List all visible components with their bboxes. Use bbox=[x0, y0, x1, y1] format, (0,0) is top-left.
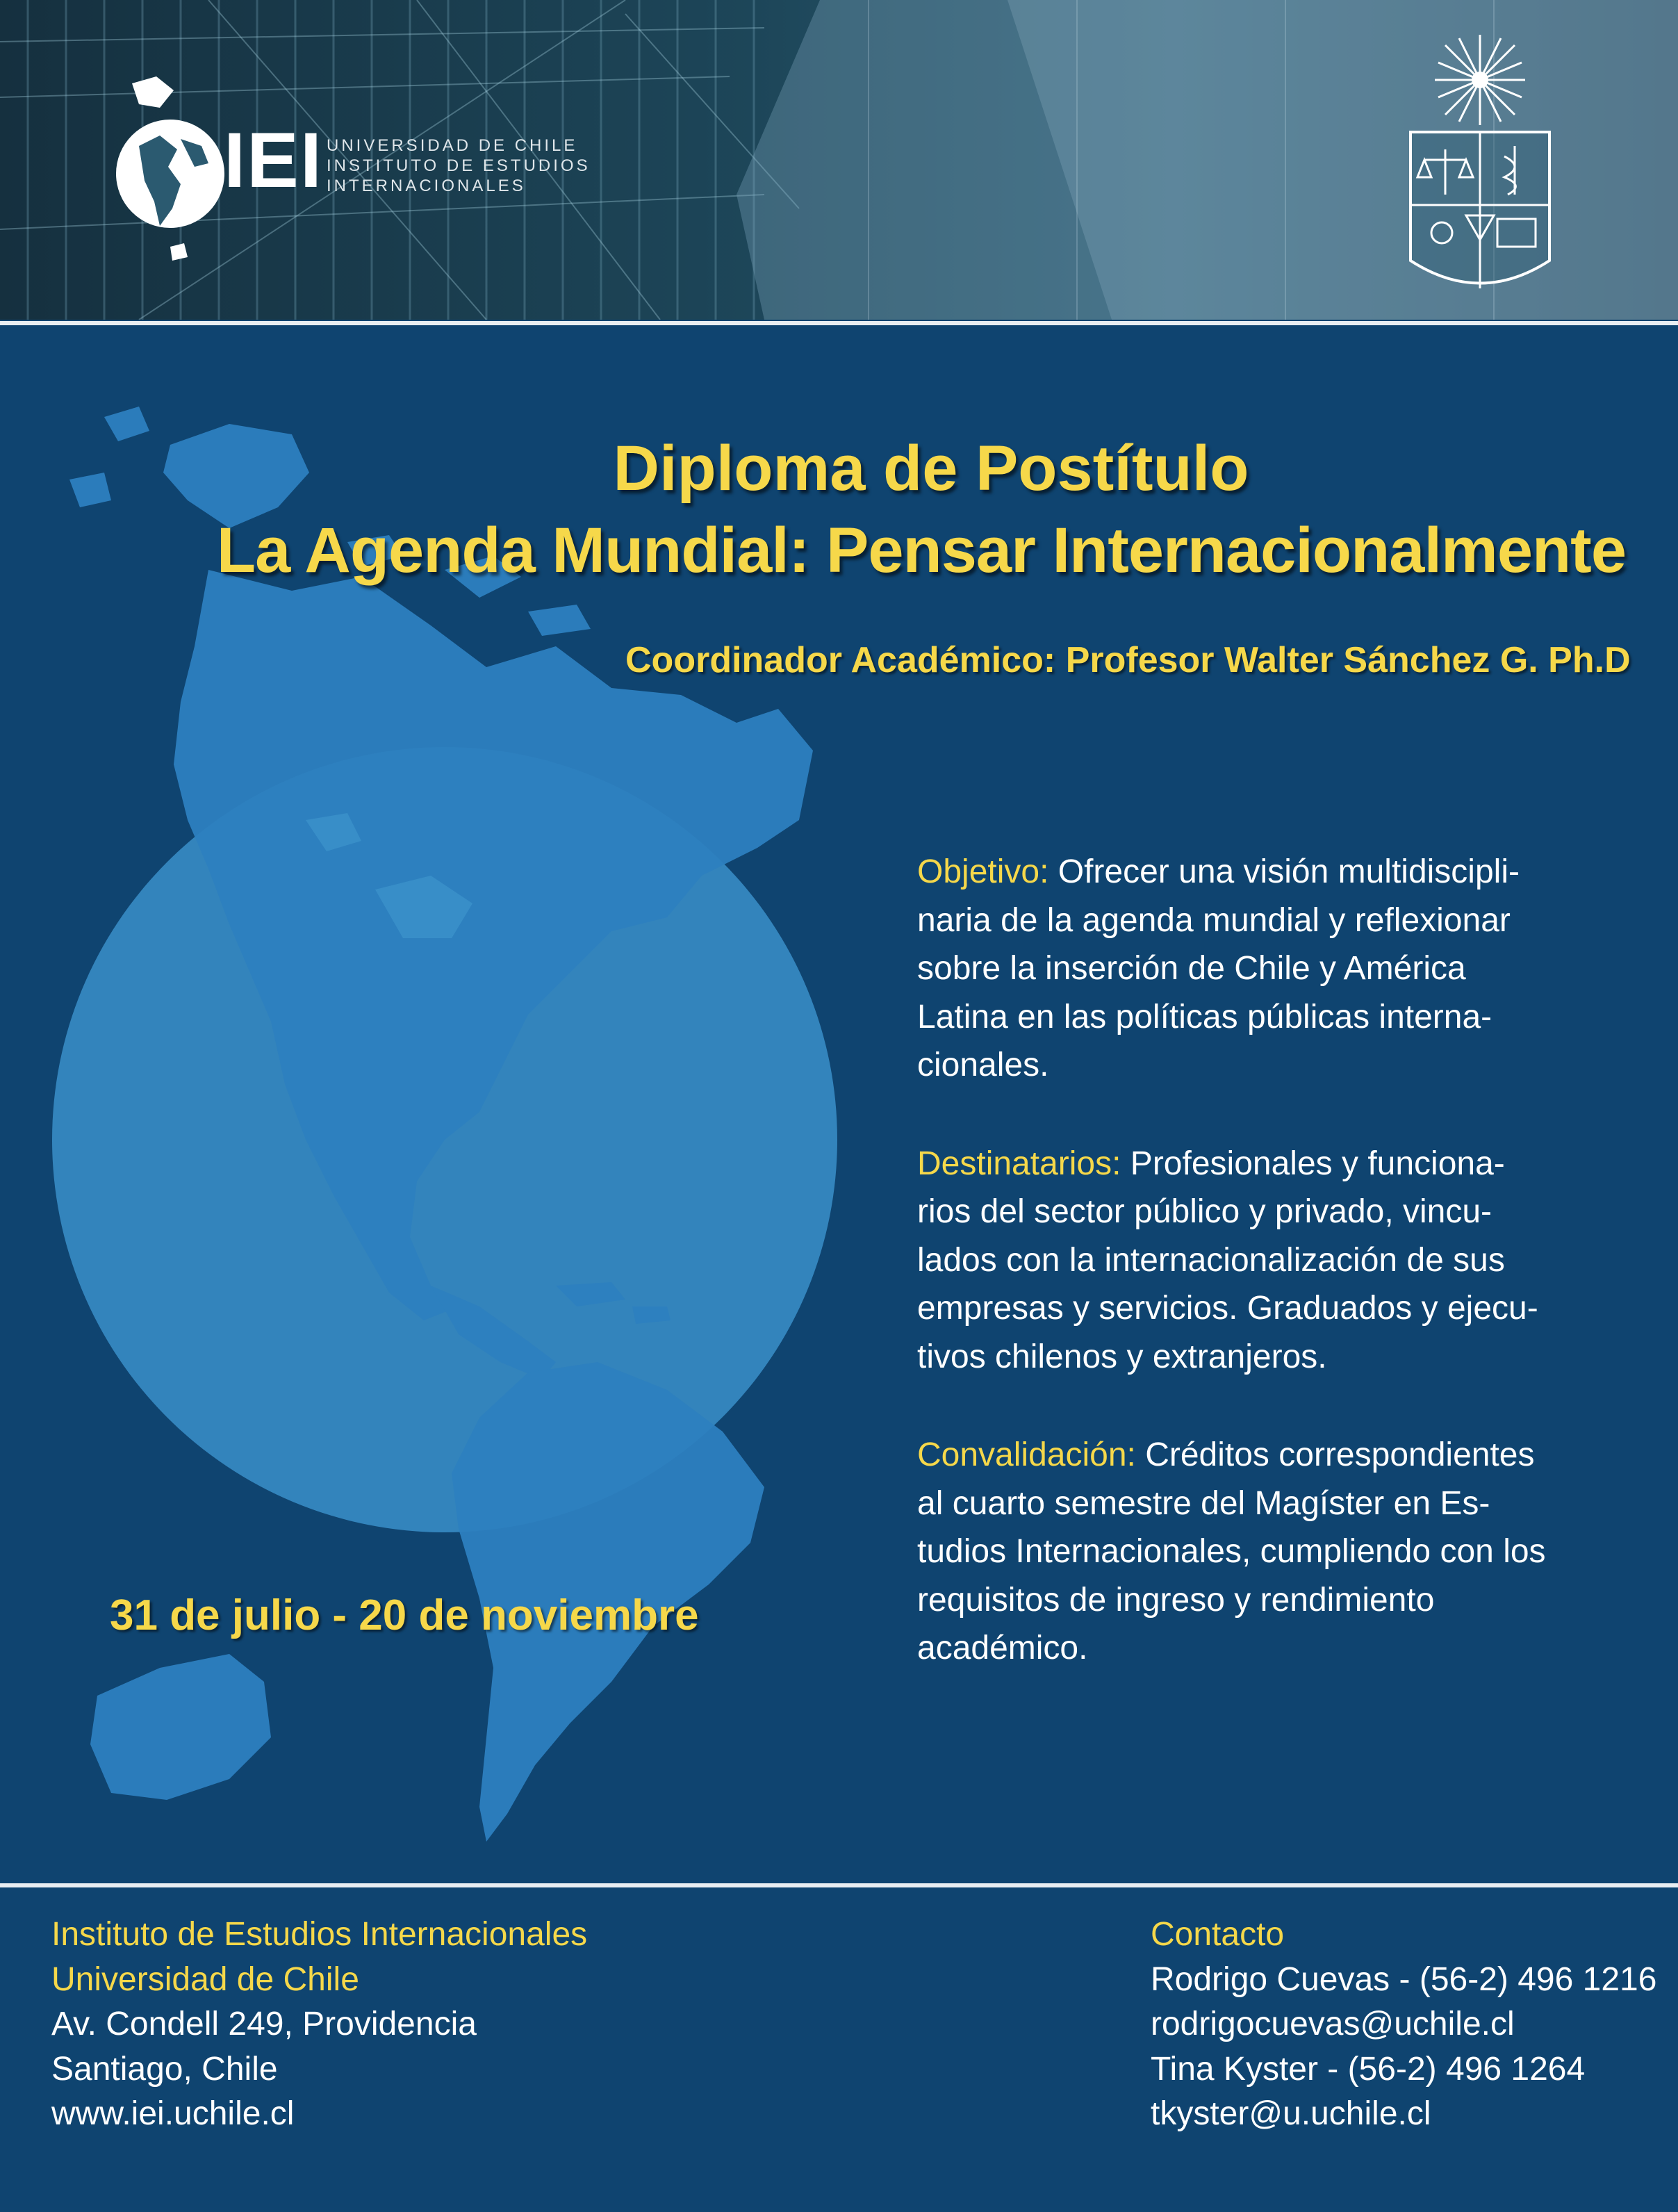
program-dates: 31 de julio - 20 de noviembre bbox=[110, 1591, 699, 1639]
footer-university-name: Universidad de Chile bbox=[51, 1960, 359, 1998]
title-line-2: La Agenda Mundial: Pensar Internacionalmente bbox=[216, 515, 1626, 586]
convalidacion-text: Créditos correspondientes al cuarto semestre del Magíster en Es-tudios Internacionales, cumpliendo con los requisitos de ingreso y rendimiento académico. bbox=[917, 1436, 1546, 1666]
university-crest-icon bbox=[1404, 31, 1556, 295]
coordinator-line: Coordinador Académico: Profesor Walter Sánchez G. Ph.D bbox=[625, 640, 1631, 680]
footer-institute-name: Instituto de Estudios Internacionales bbox=[51, 1916, 588, 1953]
title-line-1: Diploma de Postítulo bbox=[613, 433, 1249, 504]
contact-phone-1: Rodrigo Cuevas - (56-2) 496 1216 bbox=[1151, 1960, 1657, 1998]
contact-email-2-link[interactable]: tkyster@u.uchile.cl bbox=[1151, 2095, 1431, 2132]
contact-heading: Contacto bbox=[1151, 1916, 1285, 1953]
logo-line: INTERNACIONALES bbox=[327, 177, 526, 195]
logo-line: INSTITUTO DE ESTUDIOS bbox=[327, 156, 591, 175]
footer-city: Santiago, Chile bbox=[51, 2050, 278, 2088]
iei-globe-logo-icon bbox=[111, 69, 229, 271]
program-info bbox=[917, 848, 1556, 1723]
objetivo-paragraph bbox=[917, 848, 1556, 1090]
footer-institution bbox=[51, 1912, 587, 2137]
footer-address: Av. Condell 249, Providencia bbox=[51, 2006, 477, 2042]
logo-institution-name bbox=[327, 136, 591, 196]
destinatarios-text: Profesionales y funciona-rios del sector público y privado, vincu-lados con la internacionalización de sus empresas y servicios. Graduados y ejecu-tivos chilenos y extranjeros. bbox=[917, 1145, 1538, 1375]
logo-line: UNIVERSIDAD DE CHILE bbox=[327, 136, 578, 155]
objetivo-text: Ofrecer una visión multidiscipli-naria de la agenda mundial y reflexionar sobre la inserción de Chile y América Latina en las políticas públicas interna-cionales. bbox=[917, 853, 1520, 1083]
destinatarios-paragraph bbox=[917, 1140, 1556, 1382]
contact-phone-2: Tina Kyster - (56-2) 496 1264 bbox=[1151, 2050, 1586, 2088]
convalidacion-label: Convalidación: bbox=[917, 1436, 1136, 1473]
contact-email-1-link[interactable]: rodrigocuevas@uchile.cl bbox=[1151, 2006, 1515, 2042]
footer-website-link[interactable]: www.iei.uchile.cl bbox=[51, 2095, 295, 2132]
poster-title bbox=[208, 427, 1626, 591]
header-banner bbox=[0, 0, 1678, 320]
convalidacion-paragraph bbox=[917, 1431, 1556, 1673]
logo-abbreviation: IEI bbox=[224, 117, 323, 204]
footer-contact bbox=[1151, 1912, 1656, 2137]
destinatarios-label: Destinatarios: bbox=[917, 1145, 1121, 1182]
header-divider bbox=[0, 321, 1678, 325]
objetivo-label: Objetivo: bbox=[917, 853, 1049, 890]
